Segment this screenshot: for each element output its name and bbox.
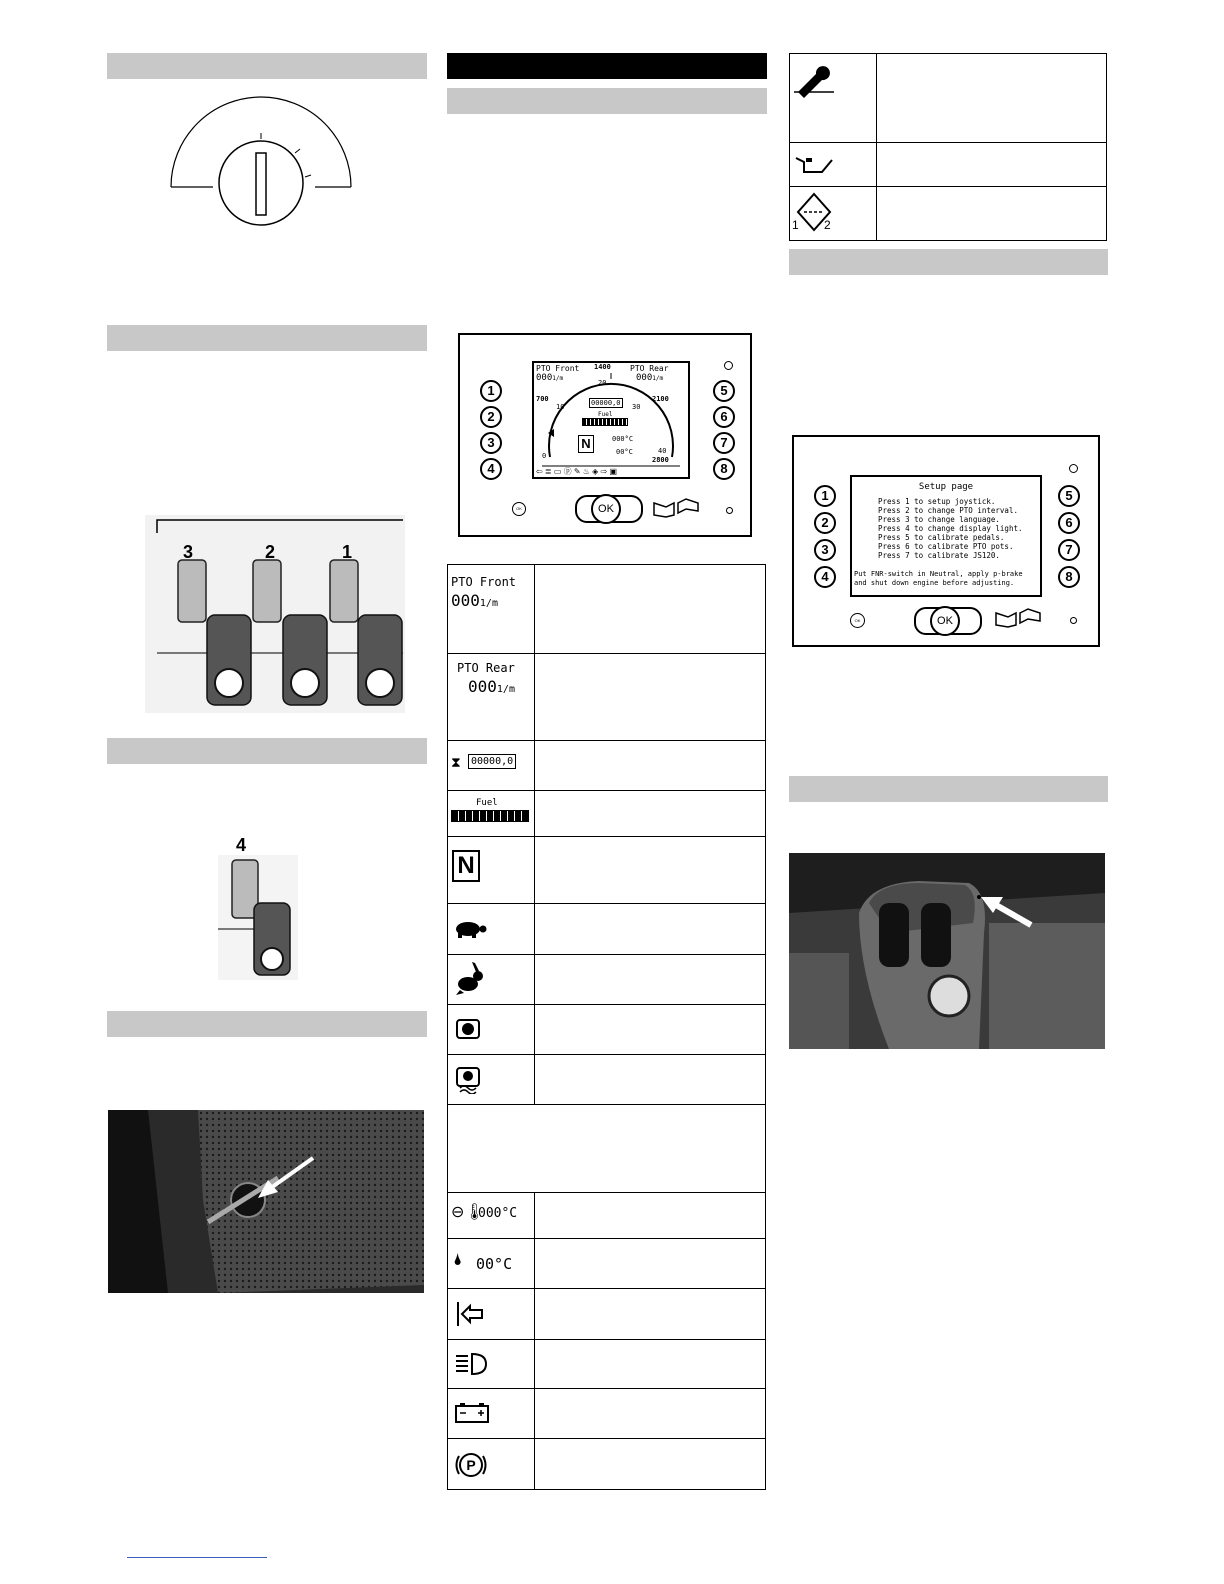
legend-row-coolant-warning (448, 1054, 765, 1105)
display-button-3[interactable]: 3 (480, 432, 502, 454)
coupler-label-2: 2 (265, 542, 276, 562)
setup-button-6[interactable]: 6 (1058, 512, 1080, 534)
display-button-2[interactable]: 2 (480, 406, 502, 428)
legend-pto-front-value: 0001/m (451, 591, 498, 610)
footer-rule (127, 1557, 267, 1558)
setup-button-4[interactable]: 4 (814, 566, 836, 588)
scale-40: 40 (658, 447, 667, 455)
coupler-label-4: 4 (236, 835, 247, 855)
parking-brake-icon (454, 1450, 488, 1480)
section-header-bar (789, 249, 1108, 275)
indicator-led (1069, 464, 1078, 473)
legend-row-battery (448, 1388, 765, 1439)
legend-row-rabbit (448, 954, 765, 1005)
setup-line-1: Press 1 to setup joystick. (878, 497, 996, 506)
scale-1400: 1400 (594, 363, 611, 371)
scale-700: 700 (536, 395, 549, 403)
legend-row-engine-temp (448, 1192, 765, 1239)
legend-row-text (448, 1104, 765, 1193)
setup-line-4: Press 4 to change display light. (878, 524, 1023, 533)
hourglass-icon: ⧗ (451, 754, 461, 770)
section-header-bar (107, 53, 427, 79)
setup-line-6: Press 6 to calibrate PTO pots. (878, 542, 1014, 551)
engine-warning-icon (455, 1018, 481, 1042)
setup-line-7: Press 7 to calibrate JS120. (878, 551, 1000, 560)
scale-30: 30 (632, 403, 641, 411)
legend-row-pto-front (448, 565, 765, 654)
battery-icon (454, 1402, 490, 1424)
scale-0: 0 (542, 452, 547, 460)
indicator-dot (1070, 617, 1077, 624)
display-button-7[interactable]: 7 (713, 432, 735, 454)
hazard-number-2: 2 (824, 218, 831, 232)
section-header-bar (107, 325, 427, 351)
setup-button-8[interactable]: 8 (1058, 566, 1080, 588)
setup-button-2[interactable]: 2 (814, 512, 836, 534)
legend-engine-temp: 000°C (478, 1206, 518, 1221)
small-ok-button[interactable]: OK (850, 613, 865, 628)
screen-pto-front-label: PTO Front (536, 364, 580, 373)
legend-row-turtle (448, 903, 765, 955)
legend-row-neutral (448, 836, 765, 904)
legend-oil-temp: 00°C (476, 1255, 513, 1273)
neutral-gear-icon: N (452, 850, 480, 882)
joystick-photo (789, 853, 1105, 1049)
turn-signal-icon (456, 1302, 486, 1326)
coolant-warning-icon (455, 1066, 481, 1094)
coupler-label-1: 1 (342, 542, 353, 562)
section-header-bar (107, 738, 427, 764)
setup-page-panel (792, 435, 1100, 647)
legend-row-engine-warning (448, 1004, 765, 1055)
page-flip-icon[interactable] (994, 607, 1044, 629)
ok-button[interactable]: OK (591, 494, 621, 524)
screen-pto-rear-value: 0001/m (636, 373, 664, 383)
screen-pto-rear-label: PTO Rear (630, 364, 669, 373)
setup-button-3[interactable]: 3 (814, 539, 836, 561)
display-screen (532, 361, 690, 479)
legend-row-oil-temp (448, 1238, 765, 1289)
symbol-table-right (789, 53, 1107, 241)
setup-footer-2: and shut down engine before adjusting. (854, 579, 1015, 587)
control-display-panel (458, 333, 752, 537)
rabbit-icon (454, 962, 486, 996)
fuel-gauge-icon (451, 810, 529, 822)
screen-oil-temp: 00°C (616, 448, 633, 456)
right-row-oil (790, 142, 1106, 187)
indicator-dot (726, 507, 733, 514)
screen-pto-front-value: 0001/m (536, 373, 564, 383)
headlight-icon (454, 1351, 488, 1377)
setup-line-3: Press 3 to change language. (878, 515, 1000, 524)
display-button-4[interactable]: 4 (480, 458, 502, 480)
turtle-icon (452, 919, 488, 939)
setup-line-5: Press 5 to calibrate pedals. (878, 533, 1005, 542)
scale-20: 20 (598, 379, 607, 387)
page-flip-icon[interactable] (652, 497, 702, 519)
legend-row-parking-brake (448, 1438, 765, 1489)
hydraulic-coupler-4-photo (218, 855, 298, 980)
display-button-8[interactable]: 8 (713, 458, 735, 480)
setup-button-7[interactable]: 7 (1058, 539, 1080, 561)
legend-hours-value: 00000,0 (468, 754, 516, 769)
hazard-number-1: 1 (792, 218, 799, 232)
symbol-legend-table (447, 564, 766, 1490)
screen-symbol-row: ⇦ ≣ ▭ ⓟ ✎ ♨ ◈ ⇨ ▣ (536, 467, 618, 476)
section-header-bar (789, 776, 1108, 802)
scale-2800: 2800 (652, 456, 669, 464)
screen-fuel-label: Fuel (598, 411, 613, 418)
legend-fuel-label: Fuel (476, 798, 498, 808)
setup-title: Setup page (918, 482, 974, 492)
section-header-bar (107, 1011, 427, 1037)
wrench-icon (794, 62, 834, 98)
right-row-wrench (790, 54, 1106, 143)
ignition-dial-illustration (165, 95, 357, 230)
screen-gear-indicator: N (578, 435, 594, 453)
section-header-bar (447, 88, 767, 114)
legend-pto-front-label: PTO Front (451, 575, 517, 589)
coupler-label-3: 3 (183, 542, 194, 562)
legend-row-pto-rear (448, 653, 765, 741)
oil-can-icon (794, 152, 834, 176)
legend-pto-rear-value: 0001/m (468, 677, 515, 696)
battery-switch-photo (108, 1110, 424, 1293)
display-button-6[interactable]: 6 (713, 406, 735, 428)
scale-2100: 2100 (652, 395, 669, 403)
setup-footer-1: Put FNR-switch in Neutral, apply p-brake (854, 570, 1023, 578)
legend-row-hours (448, 740, 765, 791)
indicator-led (724, 361, 733, 370)
scale-10: 10 (556, 403, 565, 411)
legend-pto-rear-label: PTO Rear (457, 661, 515, 675)
setup-button-5[interactable]: 5 (1058, 485, 1080, 507)
setup-screen (850, 475, 1042, 597)
display-button-5[interactable]: 5 (713, 380, 735, 402)
engine-temp-icon: ⊖🌡 (451, 1204, 485, 1221)
legend-row-turn-signal (448, 1288, 765, 1340)
setup-line-2: Press 2 to change PTO interval. (878, 506, 1018, 515)
right-row-hazard (790, 186, 1106, 240)
screen-engine-temp: 000°C (612, 435, 634, 443)
legend-row-fuel (448, 790, 765, 837)
screen-hours: 00000,0 (591, 399, 621, 407)
screen-fuel-bar (582, 418, 628, 426)
setup-button-1[interactable]: 1 (814, 485, 836, 507)
small-ok-button[interactable]: OK (512, 502, 526, 516)
section-header-black (447, 53, 767, 79)
oil-temp-icon: 🌢 (453, 1252, 463, 1269)
svg-text:P: P (466, 1457, 476, 1473)
display-button-1[interactable]: 1 (480, 380, 502, 402)
legend-row-headlight (448, 1339, 765, 1389)
ok-button[interactable]: OK (930, 606, 960, 636)
